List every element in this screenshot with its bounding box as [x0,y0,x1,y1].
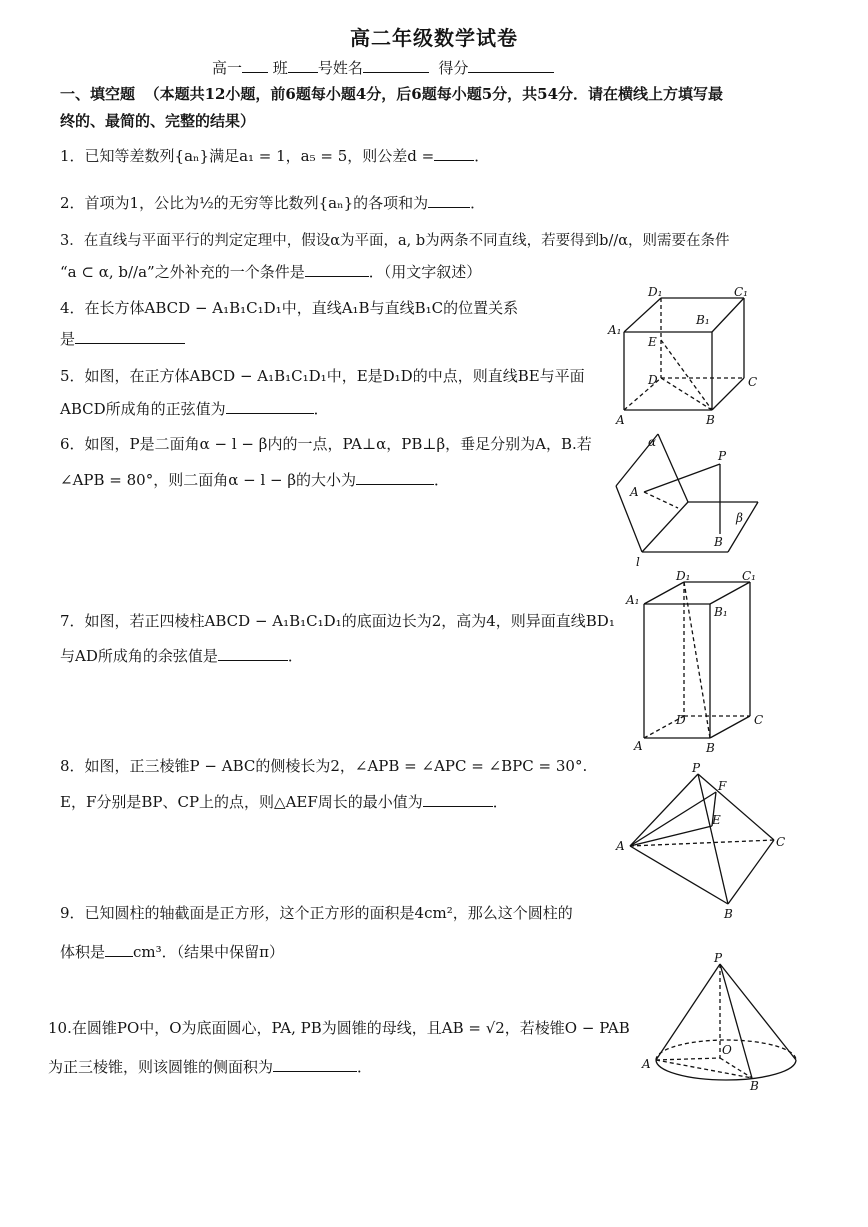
section-instructions-1: （本题共12小题，前6题每小题4分，后6题每小题5分，共54分．请在横线上方填写最 [144,85,724,103]
question-4-line-1 [60,298,518,318]
label-c: C [748,375,758,389]
answer-blank-10[interactable] [273,1057,357,1072]
answer-blank-9[interactable] [105,942,133,957]
question-3-line-2 [60,262,481,282]
question-10-line-2 [48,1057,372,1077]
label-b1: B₁ [696,313,710,327]
grade-blank[interactable] [242,58,268,73]
edge-b-c [712,378,744,410]
label-f: F [718,779,727,793]
label-p: P [714,951,723,965]
label-d: D [648,373,658,387]
figure-pyramid-q8 [612,762,792,922]
plane-beta-right [728,502,758,552]
section-heading: 一、填空题 [60,85,136,103]
question-6-text-2: ∠APB = 80°，则二面角α − l − β的大小为 [60,471,357,489]
edge-a1-d1 [644,582,684,604]
figure-dihedral-q6 [608,426,778,570]
label-l: l [636,555,640,569]
label-d1: D₁ [648,285,663,299]
label-a1: A₁ [608,323,622,337]
edge-p-c [698,774,774,840]
label-a: A [616,839,625,853]
question-3-text-2: “a ⊂ α, b//a”之外补充的一个条件是 [60,263,305,281]
label-a: A [630,485,639,499]
question-3-suffix: ．（用文字叙述） [368,263,482,281]
section-header [60,84,723,104]
question-8-text-1: 8．如图，正三棱锥P − ABC的侧棱长为2，∠APB = ∠APC = ∠BPC = 30°. [60,757,588,775]
question-6-text-1: 6．如图，P是二面角α − l − β内的一点，PA⊥α，PB⊥β，垂足分别为A，B.若 [60,435,592,453]
period: ． [357,1058,373,1076]
question-5-line-1 [60,366,585,386]
question-8-line-2 [60,792,508,812]
plane-alpha-right [658,434,688,502]
name-blank[interactable] [363,58,429,73]
question-1 [60,146,489,166]
label-c: C [754,713,764,727]
question-7-text-2: 与AD所成角的余弦值是 [60,647,218,665]
page-title: 高二年级数学试卷 [350,26,518,50]
question-7-line-2 [60,646,303,666]
score-blank[interactable] [468,58,554,73]
period: ． [287,647,303,665]
class-label: 班 [272,59,288,77]
edge-a1-d1 [624,298,661,332]
question-6-line-2 [60,470,449,490]
student-info-line [212,57,652,78]
edge-b-c [728,840,774,904]
question-9-text-1: 9．已知圆柱的轴截面是正方形，这个正方形的面积是4cm²，那么这个圆柱的 [60,904,573,922]
chord-a-b [656,1060,752,1078]
answer-blank-2[interactable] [428,193,470,208]
question-9-line-1 [60,903,573,923]
label-a1: A₁ [626,593,640,607]
answer-blank-7[interactable] [218,646,288,661]
cone-base-front [656,1060,796,1080]
score-label: 得分 [438,59,469,77]
question-10-text-2: 为正三棱锥，则该圆锥的侧面积为 [48,1058,274,1076]
label-a: A [642,1057,651,1071]
question-8-text-2: E，F分别是BP、CP上的点，则△AEF周长的最小值为 [60,793,423,811]
segment-a-l [644,492,678,508]
label-d1: D₁ [676,569,691,583]
number-name-label: 号姓名 [317,59,363,77]
figure-cuboid-q4 [606,282,766,430]
label-p: P [692,762,701,775]
question-9-line-2 [60,942,284,962]
question-4-text-1: 4．在长方体ABCD − A₁B₁C₁D₁中，直线A₁B与直线B₁C的位置关系 [60,299,519,317]
label-b: B [706,741,715,755]
label-b: B [724,907,733,921]
label-a: A [634,739,643,753]
segment-e-b [661,340,712,410]
label-a: A [616,413,625,427]
label-c1: C₁ [742,569,756,583]
question-8-line-1 [60,756,587,776]
question-1-text: 1．已知等差数列{aₙ}满足a₁ = 1，a₅ = 5，则公差d = [60,147,435,165]
answer-blank-6[interactable] [356,470,434,485]
edge-b-c [710,716,750,738]
question-5-text-2: ABCD所成角的正弦值为 [60,400,226,418]
answer-blank-3[interactable] [305,262,369,277]
figure-cone-q10 [640,950,810,1092]
section-instructions-2-text: 终的、最简的、完整的结果） [60,112,256,130]
period: ． [474,147,490,165]
figure-prism-q7 [624,568,774,758]
label-b1: B₁ [714,605,728,619]
label-p: P [718,449,727,463]
segment-a-e [630,826,712,846]
period: ． [313,400,329,418]
answer-blank-8[interactable] [423,792,493,807]
label-c1: C₁ [734,285,748,299]
question-9-text-2a: 体积是 [60,943,106,961]
question-3-line-1 [60,231,730,251]
answer-blank-5[interactable] [226,399,314,414]
question-5-text-1: 5．如图，在正方体ABCD − A₁B₁C₁D₁中，E是D₁D的中点，则直线BE与平面 [60,367,585,385]
label-b: B [706,413,715,427]
label-d: D [676,713,686,727]
label-alpha: α [648,435,657,449]
label-beta: β [736,511,743,525]
edge-b1-c1 [712,298,744,332]
edge-b1-c1 [710,582,750,604]
label-o: O [722,1043,732,1057]
question-2-text: 2．首项为1，公比为½的无穷等比数列{aₙ}的各项和为 [60,194,429,212]
question-10-text-1: 10.在圆锥PO中，O为底面圆心，PA, PB为圆锥的母线，且AB = √2，若棱锥O − PAB [48,1019,630,1037]
answer-blank-4[interactable] [75,329,185,344]
section-instructions-2 [60,111,255,131]
question-6-line-1 [60,434,592,454]
period: ． [492,793,508,811]
label-b: B [714,535,723,549]
question-7-line-1 [60,611,615,631]
period: ． [434,471,450,489]
edge-l [642,502,688,552]
question-9-text-2b: cm³．（结果中保留π） [133,943,285,961]
radius-a-o [656,1058,720,1060]
label-c: C [776,835,786,849]
cone-slant-left [656,964,720,1060]
period: ． [470,194,486,212]
edge-a-b [630,846,728,904]
question-7-text-1: 7．如图，若正四棱柱ABCD − A₁B₁C₁D₁的底面边长为2，高为4，则异面直线BD₁ [60,612,615,630]
answer-blank-1[interactable] [434,146,474,161]
question-4-line-2 [60,329,185,349]
question-10-line-1 [48,1018,630,1038]
grade-label: 高一 [212,59,243,77]
label-e: E [712,813,721,827]
question-2 [60,193,485,213]
segment-d1-b [684,582,710,738]
generatrix-p-b [720,964,752,1078]
question-4-text-2: 是 [60,330,76,348]
question-3-text-1: 3．在直线与平面平行的判定定理中，假设α为平面，a, b为两条不同直线，若要得到b//α，则需要在条件 [60,233,730,249]
segment-d-b [661,378,712,410]
class-blank[interactable] [288,58,318,73]
label-e: E [648,335,657,349]
question-5-line-2 [60,399,329,419]
label-b: B [750,1079,759,1092]
